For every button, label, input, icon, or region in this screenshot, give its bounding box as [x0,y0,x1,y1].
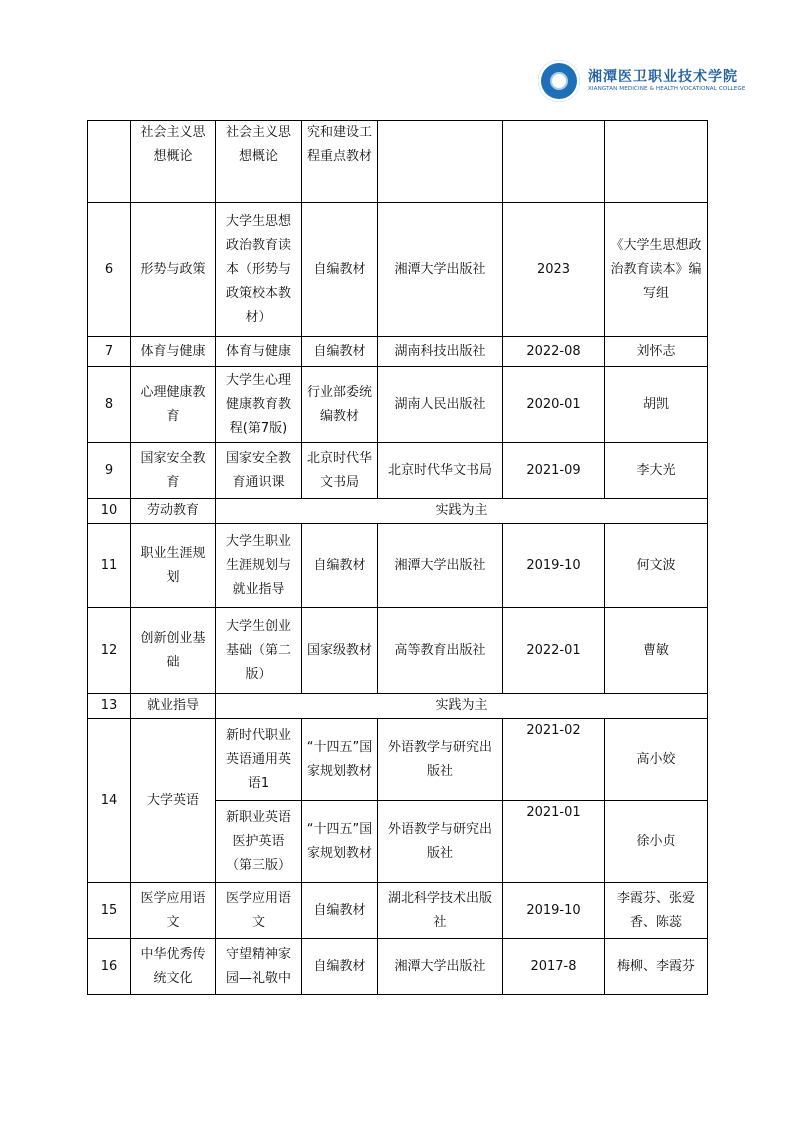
cell-publisher: 湘潭大学出版社 [378,524,503,608]
cell-author: 《大学生思想政治教育读本》编写组 [605,203,708,337]
cell-course: 心理健康教育 [131,367,216,443]
cell-course: 国家安全教育 [131,443,216,499]
cell-author: 刘怀志 [605,337,708,367]
cell-type: “十四五”国家规划教材 [302,719,378,801]
cell-date: 2021-09 [503,443,605,499]
cell-author: 曹敏 [605,608,708,694]
cell-no: 10 [88,499,131,524]
cell-textbook: 大学生思想政治教育读本（形势与政策校本教材） [216,203,302,337]
cell-practice: 实践为主 [216,499,708,524]
college-logo-icon [538,60,580,102]
cell-author: 高小姣 [605,719,708,801]
cell-date: 2020-01 [503,367,605,443]
table-row [88,443,708,499]
cell-no: 15 [88,883,131,939]
cell-publisher: 湖南人民出版社 [378,367,503,443]
cell-textbook: 体育与健康 [216,337,302,367]
cell-author [605,121,708,203]
cell-publisher: 外语教学与研究出版社 [378,801,503,883]
cell-course: 大学英语 [131,719,216,883]
table-row [88,524,708,608]
cell-course: 中华优秀传统文化 [131,939,216,995]
cell-date: 2017-8 [503,939,605,995]
cell-no: 7 [88,337,131,367]
cell-textbook: 社会主义思想概论 [216,121,302,203]
college-name-en: XIANGTAN MEDICINE & HEALTH VOCATIONAL COLLEGE [588,86,746,92]
cell-no: 13 [88,694,131,719]
cell-course: 就业指导 [131,694,216,719]
cell-type: 国家级教材 [302,608,378,694]
cell-date: 2021-02 [503,719,605,801]
table-row [88,694,708,719]
college-name: 湘潭医卫职业技术学院 [588,69,738,85]
cell-no: 8 [88,367,131,443]
cell-publisher: 湘潭大学出版社 [378,939,503,995]
cell-textbook: 大学生创业基础（第二版） [216,608,302,694]
cell-date: 2022-08 [503,337,605,367]
cell-type: 自编教材 [302,939,378,995]
cell-publisher: 湘潭大学出版社 [378,203,503,337]
cell-course: 体育与健康 [131,337,216,367]
cell-date: 2022-01 [503,608,605,694]
cell-no: 11 [88,524,131,608]
cell-publisher: 高等教育出版社 [378,608,503,694]
cell-course: 形势与政策 [131,203,216,337]
cell-type: 究和建设工程重点教材 [302,121,378,203]
table-row [88,499,708,524]
cell-course: 创新创业基础 [131,608,216,694]
cell-no: 14 [88,719,131,883]
page-header [538,60,746,104]
cell-no: 9 [88,443,131,499]
cell-type: 北京时代华文书局 [302,443,378,499]
table-row [88,203,708,337]
cell-textbook: 新时代职业英语通用英语1 [216,719,302,801]
cell-author: 徐小贞 [605,801,708,883]
cell-author: 胡凯 [605,367,708,443]
cell-author: 李大光 [605,443,708,499]
cell-textbook: 医学应用语文 [216,883,302,939]
cell-publisher: 湖北科学技术出版社 [378,883,503,939]
cell-no [88,121,131,203]
cell-course: 劳动教育 [131,499,216,524]
cell-textbook: 新职业英语医护英语（第三版） [216,801,302,883]
cell-publisher: 外语教学与研究出版社 [378,719,503,801]
cell-publisher: 北京时代华文书局 [378,443,503,499]
cell-type: 行业部委统编教材 [302,367,378,443]
cell-date: 2021-01 [503,801,605,883]
cell-course: 职业生涯规划 [131,524,216,608]
cell-date: 2019-10 [503,883,605,939]
cell-date: 2023 [503,203,605,337]
cell-date: 2019-10 [503,524,605,608]
cell-no: 16 [88,939,131,995]
cell-type: 自编教材 [302,203,378,337]
cell-textbook: 国家安全教育通识课 [216,443,302,499]
cell-publisher: 湖南科技出版社 [378,337,503,367]
cell-textbook: 大学生心理健康教育教程(第7版) [216,367,302,443]
table-row [88,939,708,995]
cell-textbook: 守望精神家园—礼敬中 [216,939,302,995]
cell-publisher [378,121,503,203]
cell-author: 李霞芬、张爱香、陈蕊 [605,883,708,939]
cell-no: 12 [88,608,131,694]
textbook-table [87,120,708,995]
cell-course: 社会主义思想概论 [131,121,216,203]
cell-course: 医学应用语文 [131,883,216,939]
table-row [88,608,708,694]
cell-no: 6 [88,203,131,337]
cell-type: 自编教材 [302,524,378,608]
cell-type: “十四五”国家规划教材 [302,801,378,883]
table-row [88,337,708,367]
table-row [88,121,708,203]
cell-date [503,121,605,203]
table-row [88,719,708,801]
cell-author: 何文波 [605,524,708,608]
cell-author: 梅柳、李霞芬 [605,939,708,995]
cell-practice: 实践为主 [216,694,708,719]
cell-type: 自编教材 [302,337,378,367]
cell-type: 自编教材 [302,883,378,939]
table-row [88,367,708,443]
table-row [88,883,708,939]
cell-textbook: 大学生职业生涯规划与就业指导 [216,524,302,608]
